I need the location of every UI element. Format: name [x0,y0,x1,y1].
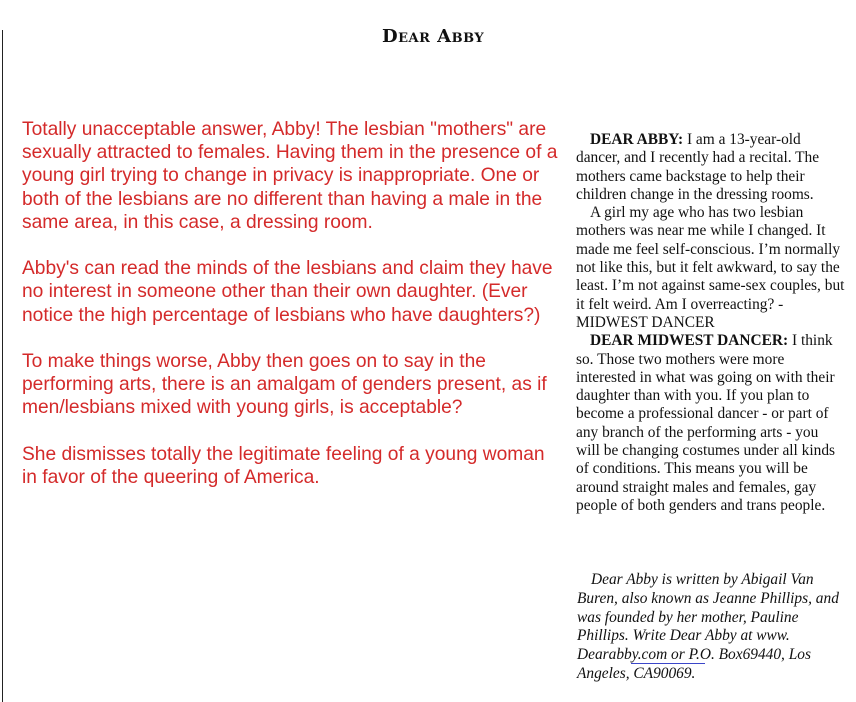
left-border-rule [2,30,3,702]
link-underline [631,663,705,664]
column-title: Dear Abby [382,26,485,47]
red-commentary [22,118,562,489]
credit-text: Dear Abby is written by Abigail Van Buren, also known as Jeanne Phillips, and was founded by her mother, Pauline Phillips. Write Dear Abby at www. Dearabby.com or P.O. Box69440, Los Angeles, CA90069. [577,571,839,682]
reply-paragraph [576,332,846,515]
column-credit [577,571,842,684]
reply-body: I think so. Those two mothers were more interested in what was going on with their daughter than with you. If you plan to become a professional dancer - or part of any branch of the performing arts - you will be changing costumes under all kinds of conditions. This means you will be around straight males and females, gay people of both genders and trans people. [576,332,836,514]
commentary-paragraph-2: Abby's can read the minds of the lesbians and claim they have no interest in someone other than their own daughter. (Ever notice the high percentage of lesbians who have daughters?) [22,258,553,326]
letter-body-1: I am a 13-year-old dancer, and I recently had a recital. The mothers came backstage to help their children change in the dressing rooms. [576,131,820,203]
reply-salutation: DEAR MIDWEST DANCER: [590,332,789,350]
letter-salutation: DEAR ABBY: [590,131,684,148]
commentary-paragraph-3: To make things worse, Abby then goes on to say in the performing arts, there is an amalgam of genders present, as if men/lesbians mixed with young girls, is acceptable? [22,351,547,419]
letter-paragraph-2: A girl my age who has two lesbian mothers was near me while I changed. It made me feel self-conscious. I’m normally not like this, but it felt awkward, to say the least. I’m not against same-sex couples, but it felt weird. Am I overreacting? - MIDWEST DANCER [576,204,845,331]
advice-column-letter [576,131,846,515]
letter-paragraph-1 [576,131,846,204]
commentary-paragraph-4: She dismisses totally the legitimate feeling of a young woman in favor of the queering of America. [22,443,545,488]
commentary-paragraph-1: Totally unacceptable answer, Abby! The lesbian "mothers" are sexually attracted to females. Having them in the presence of a young girl trying to change in privacy is inappropriate. One or both of the lesbians are no different than having a male in the same area, in this case, a dressing room. [22,119,558,233]
